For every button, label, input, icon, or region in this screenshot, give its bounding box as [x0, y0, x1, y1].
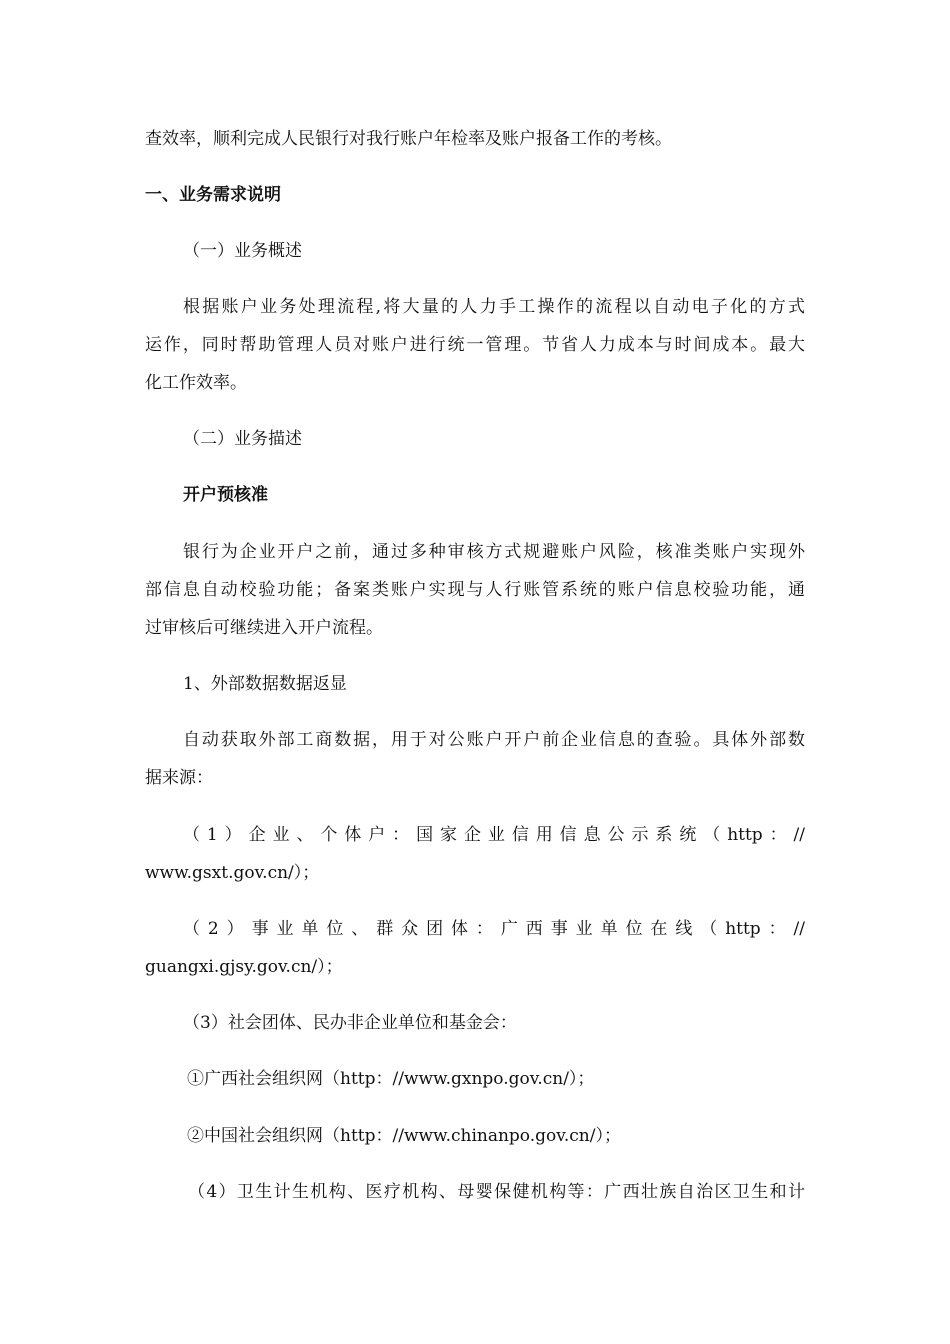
paragraph-line: 据来源： — [145, 768, 213, 788]
subsection-heading: （二）业务描述 — [183, 429, 302, 449]
item-heading: 1、外部数据数据返显 — [183, 674, 347, 694]
list-item-line: （1）企业、个体户：国家企业信用信息公示系统（http：// — [183, 825, 805, 845]
list-item-line: guangxi.gjsy.gov.cn/）； — [145, 957, 343, 977]
list-item-line: （4）卫生计生机构、医疗机构、母婴保健机构等：广西壮族自治区卫生和计 — [188, 1182, 805, 1202]
paragraph-line: 化工作效率。 — [145, 373, 247, 393]
paragraph-line: 查效率，顺利完成人民银行对我行账户年检率及账户报备工作的考核。 — [145, 129, 672, 149]
paragraph-line: 运作，同时帮助管理人员对账户进行统一管理。节省人力成本与时间成本。最大 — [145, 335, 805, 355]
paragraph-line: 银行为企业开户之前，通过多种审核方式规避账户风险，核准类账户实现外 — [183, 542, 805, 562]
list-item-line: ②中国社会组织网（http：//www.chinanpo.gov.cn/）； — [187, 1126, 621, 1146]
paragraph-line: 自动获取外部工商数据，用于对公账户开户前企业信息的查验。具体外部数 — [183, 730, 805, 750]
list-item-line: ①广西社会组织网（http：//www.gxnpo.gov.cn/）； — [187, 1069, 595, 1089]
list-item-line: www.gsxt.gov.cn/）； — [145, 863, 320, 883]
list-item-line: （3）社会团体、民办非企业单位和基金会： — [183, 1013, 517, 1033]
list-item-line: （2）事业单位、群众团体：广西事业单位在线（http：// — [183, 919, 805, 939]
paragraph-line: 根据账户业务处理流程,将大量的人力手工操作的流程以自动电子化的方式 — [183, 297, 805, 317]
section-heading: 一、业务需求说明 — [145, 185, 281, 205]
subsection-heading: （一）业务概述 — [183, 241, 302, 261]
topic-heading: 开户预核准 — [183, 485, 268, 505]
paragraph-line: 部信息自动校验功能；备案类账户实现与人行账管系统的账户信息校验功能，通 — [145, 580, 805, 600]
paragraph-line: 过审核后可继续进入开户流程。 — [145, 618, 383, 638]
